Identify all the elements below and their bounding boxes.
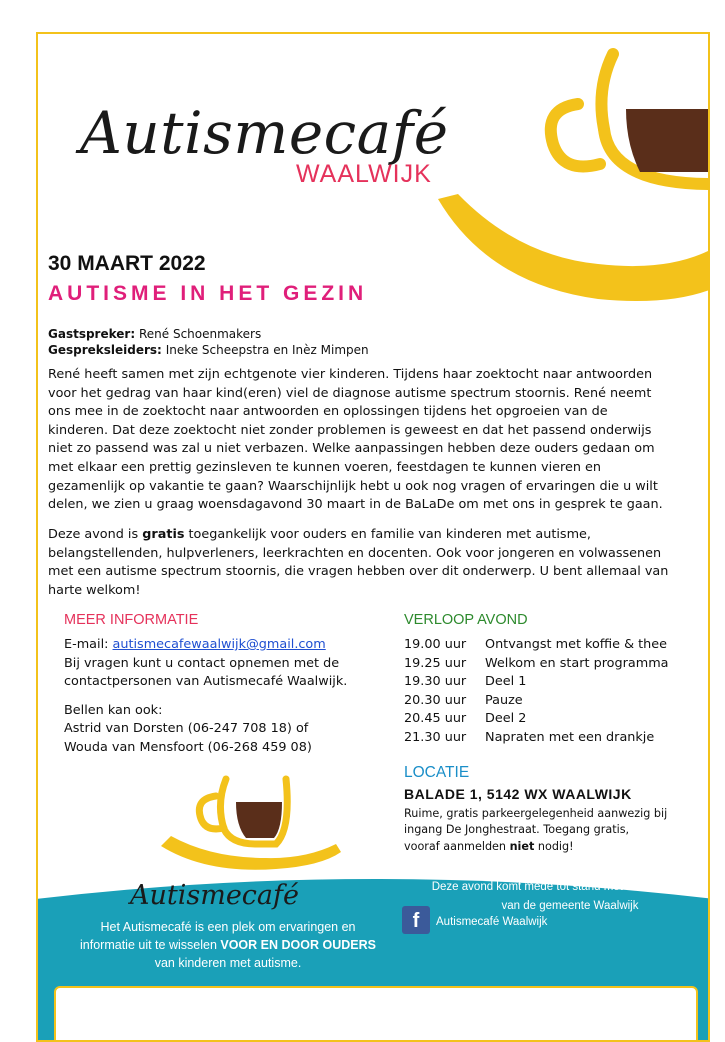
bottom-panel [54,986,698,1042]
speaker-name: René Schoenmakers [138,327,262,341]
footer-line: van kinderen met autisme. [154,956,302,970]
free-paragraph [48,526,700,600]
event-title: AUTISME IN HET GEZIN [48,282,368,305]
email-label: E-mail: [64,637,113,652]
location-text: vooraf aanmelden [404,839,510,853]
schedule-heading: VERLOOP AVOND [404,612,528,628]
speaker-block [48,326,369,358]
coffee-cup-icon [156,774,346,874]
location-line: Ruime, gratis parkeergelegenheid aanwezig bij [404,807,668,820]
schedule-list [404,636,669,748]
call-label: Bellen kan ook: [64,702,163,718]
schedule-row [404,692,669,711]
free-text: toegankelijk voor ouders en familie van kinderen met autisme, [184,527,591,542]
schedule-label: Napraten met een drankje [485,729,655,745]
facebook-icon[interactable]: f [402,906,430,934]
logo-title: Autismecafé [80,99,449,167]
schedule-row [404,673,669,692]
intro-line: met elkaar een prettig gezinsleven te kunnen voeren, feestdagen te kunnen vieren en [48,459,602,475]
schedule-time: 19.25 uur [404,655,467,671]
leaders-names: Ineke Scheepstra en Inèz Mimpen [165,343,369,357]
footer-logo: Autismecafé [130,880,300,911]
footer-line: Het Autismecafé is een plek om ervaringen en [100,920,356,934]
schedule-label: Deel 1 [485,674,527,690]
event-date: 30 MAART 2022 [48,252,206,275]
contact-line: Bij vragen kunt u contact opnemen met de [64,655,340,671]
subsidy-line: van de gemeente Waalwijk [501,900,639,912]
contact-line: contactpersonen van Autismecafé Waalwijk. [64,674,348,690]
intro-line: niet zo passend was zal u niet verbazen. Welke aanpassingen hebben deze ouders gedaan om [48,441,655,457]
footer-description [62,918,394,972]
location-bold: niet [509,839,535,853]
intro-line: delen, we zien u graag woensdagavond 30 maart in de BaLaDe om met ons in gesprek te gaan. [48,497,663,513]
location-line: ingang De Jonghestraat. Toegang gratis, [404,823,630,837]
schedule-time: 20.45 uur [404,711,467,727]
location-description [404,806,704,855]
speaker-label: Gastspreker: [48,327,136,341]
schedule-time: 19.00 uur [404,637,467,652]
schedule-label: Pauze [485,692,523,708]
schedule-label: Ontvangst met koffie & thee [485,637,668,652]
info-block [64,636,384,758]
intro-line: ons mee in de zoektocht naar antwoorden en oplossingen tijdens het opgroeien van de [48,404,608,420]
flyer-page [36,32,710,1042]
intro-line: kinderen. Dat deze zoektocht niet zonder problemen is geweest en dat het passend onderwijs [48,422,652,438]
logo-subtitle: WAALWIJK [296,160,432,188]
subsidy-line: Deze avond komt mede tot stand met subsidie [431,881,669,893]
intro-line: voor het gedrag van haar kind(eren) viel de diagnose autisme spectrum stoornis. René neemt [48,385,652,401]
leaders-label: Gespreksleiders: [48,343,162,357]
free-bold: gratis [142,527,185,542]
schedule-time: 21.30 uur [404,729,467,745]
coffee-cup-icon [428,34,710,324]
subsidy-note [400,878,700,916]
schedule-time: 19.30 uur [404,674,467,690]
footer-text: informatie uit te wisselen [80,938,221,952]
call-line: Astrid van Dorsten (06-247 708 18) of [64,721,309,737]
location-text: nodig! [534,839,574,853]
schedule-row [404,729,669,748]
footer-bold: VOOR EN DOOR OUDERS [220,938,376,952]
schedule-row [404,710,669,729]
facebook-label[interactable]: Autismecafé Waalwijk [436,916,548,928]
free-line: belangstellenden, hulpverleners, leerkrachten en docenten. Ook voor jongeren en volwassenen [48,545,662,561]
schedule-row [404,655,669,674]
info-heading: MEER INFORMATIE [64,612,199,628]
schedule-row [404,636,669,655]
email-link[interactable]: autismecafewaalwijk@gmail.com [112,637,326,652]
call-line: Wouda van Mensfoort (06-268 459 08) [64,739,312,755]
schedule-time: 20.30 uur [404,692,467,708]
schedule-label: Welkom en start programma [485,655,669,671]
free-text: Deze avond is [48,527,143,542]
intro-line: gezamenlijk op vakantie te gaan? Waarschijnlijk hebt u ook nog vragen of ervaringen die u wilt [48,478,658,494]
intro-line: René heeft samen met zijn echtgenote vier kinderen. Tijdens haar zoektocht naar antwoorden [48,367,653,382]
free-line: met een autisme spectrum stoornis, die vragen hebben over dit onderwerp. U bent allemaal van [48,564,669,580]
schedule-label: Deel 2 [485,711,527,727]
location-address: BALADE 1, 5142 WX WAALWIJK [404,786,632,802]
location-heading: LOCATIE [404,764,470,781]
free-line: harte welkom! [48,582,141,598]
intro-paragraph [48,366,700,515]
